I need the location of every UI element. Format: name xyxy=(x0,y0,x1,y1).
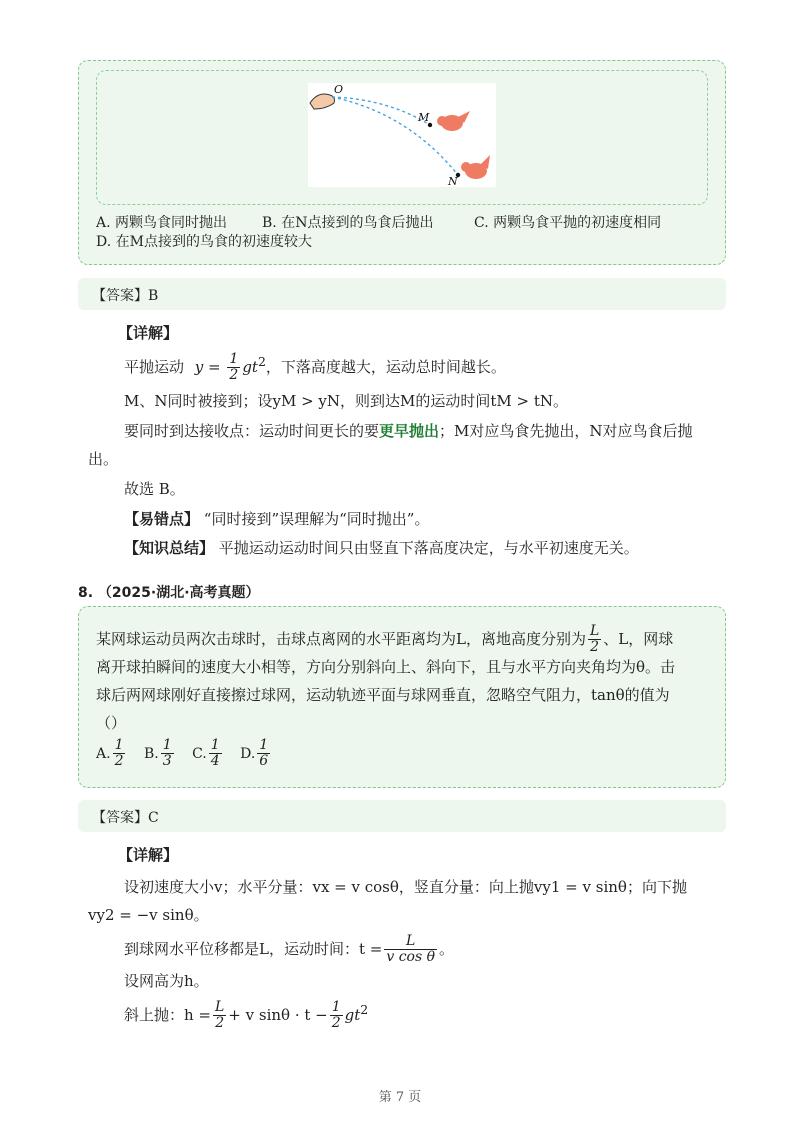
mistake-point: 【易错点】 “同时接到”误理解为“同时抛出”。 xyxy=(124,510,430,528)
stem-line1: 某网球运动员两次击球时，击球点离网的水平距离均为L，离地高度分别为 $\frac{L}{2}$ 、L，网球 xyxy=(96,623,674,656)
bird-feeding-figure xyxy=(308,83,496,187)
detail-8-line3: 到球网水平位移都是L，运动时间：t = $\frac{L}{\text{v cos θ}}$ 。 xyxy=(124,933,455,966)
detail-title-7: 【详解】 xyxy=(118,324,179,342)
bird-m-icon xyxy=(437,111,470,131)
page-number: 第 7 页 xyxy=(378,1090,422,1105)
q8-options: A. $\frac{1}{2}$ B. $\frac{1}{3}$ C. $\frac{1}{4}$ D. $\frac{1}{6}$ xyxy=(96,737,269,770)
option-b: B. 在N点接到的鸟食后抛出 xyxy=(262,215,434,231)
knowledge-summary: 【知识总结】 平抛运动运动时间只由竖直下落高度决定，与水平初速度无关。 xyxy=(124,539,639,557)
detail-8-line2: vy2 = −v sinθ。 xyxy=(88,906,209,924)
bird-n-icon xyxy=(461,155,490,179)
svg-text:M: M xyxy=(418,111,430,124)
svg-text:O: O xyxy=(334,83,344,96)
trajectory-m xyxy=(332,97,430,125)
answer-box-7 xyxy=(78,278,726,310)
answer-7: 【答案】B xyxy=(92,288,159,304)
hand-icon xyxy=(310,94,335,109)
detail-7-line3: 要同时到达接收点：运动时间更长的要更早抛出；M对应鸟食先抛出，N对应鸟食后抛 xyxy=(124,422,693,440)
svg-text:N: N xyxy=(448,175,458,187)
detail-7-line1: 平抛运动 y = $\frac{1}{2}$ $gt^2$，下落高度越大，运动总时间越长。 xyxy=(124,351,506,384)
detail-title-8: 【详解】 xyxy=(118,846,179,864)
stem-line3: 球后两网球刚好直接擦过球网，运动轨迹平面与球网垂直，忽略空气阻力，tanθ的值为 xyxy=(96,686,670,704)
stem-line4: （） xyxy=(96,714,127,732)
detail-8-line5: 斜上抛：h = $\frac{L}{2}$ + v sinθ · t − $\frac{1}{2}$ $gt^2$ xyxy=(124,999,369,1032)
option-d: D. 在M点接到的鸟食的初速度较大 xyxy=(96,234,312,250)
stem-line2: 离开球拍瞬间的速度大小相等，方向分别斜向上、斜向下，且与水平方向夹角均为θ。击 xyxy=(96,658,676,676)
detail-8-line4: 设网高为h。 xyxy=(124,972,209,990)
option-c: C. 两颗鸟食平抛的初速度相同 xyxy=(474,215,662,231)
detail-7-line2: M、N同时被接到；设yM > yN，则到达M的运动时间tM > tN。 xyxy=(124,392,569,410)
trajectory-n xyxy=(332,97,458,175)
answer-8: 【答案】C xyxy=(92,810,159,826)
answer-box-8 xyxy=(78,800,726,832)
detail-8-line1: 设初速度大小v；水平分量：vx = v cosθ，竖直分量：向上抛vy1 = v sinθ；向下抛 xyxy=(124,878,687,896)
detail-7-line4: 故选 B。 xyxy=(124,480,185,498)
question-8-header: 8. （2025·湖北·高考真题） xyxy=(78,585,260,601)
option-a: A. 两颗鸟食同时抛出 xyxy=(96,215,228,231)
detail-7-line3-cont: 出。 xyxy=(88,450,119,468)
